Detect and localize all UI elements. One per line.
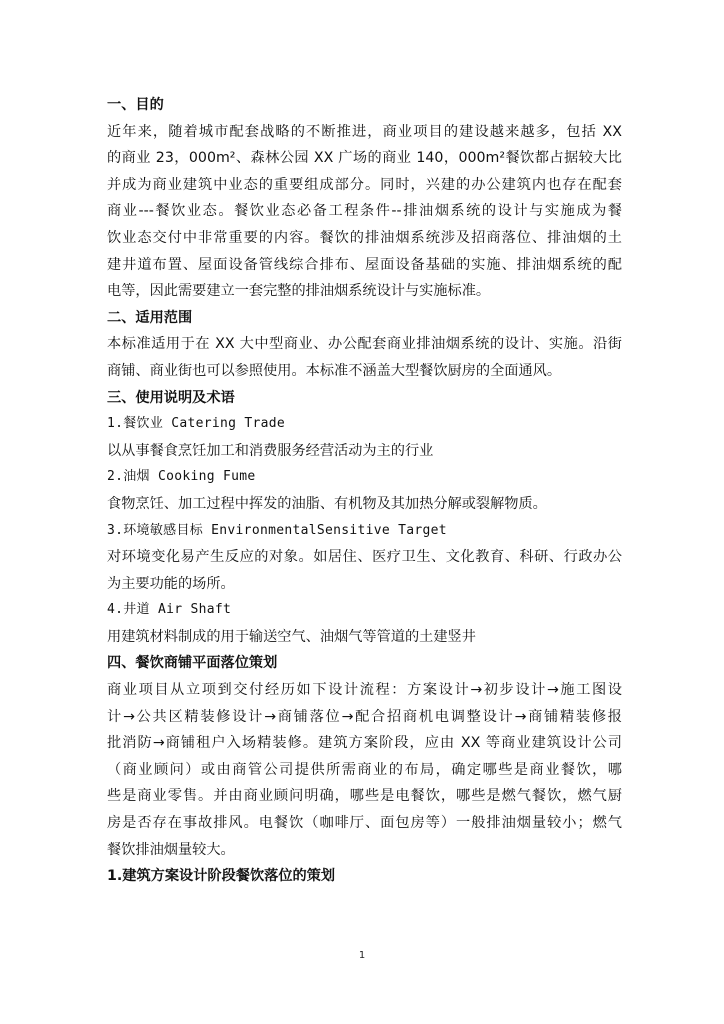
term-definition-air-shaft: 用建筑材料制成的用于输送空气、油烟气等管道的土建竖井 [107, 628, 476, 645]
section-heading-layout-planning: 四、餐饮商铺平面落位策划 [107, 655, 278, 672]
term-definition-catering: 以从事餐食烹饪加工和消费服务经营活动为主的行业 [107, 442, 434, 459]
scope-line: 本标准适用于在 XX 大中型商业、办公配套商业排油烟系统的设计、实施。沿街 [107, 336, 622, 353]
layout-planning-line: （商业顾问）或由商管公司提供所需商业的布局，确定哪些是商业餐饮，哪 [107, 761, 622, 778]
purpose-line: 近年来，随着城市配套战略的不断推进，商业项目的建设越来越多，包括 XX [107, 123, 622, 140]
layout-planning-line: 房是否存在事故排风。电餐饮（咖啡厅、面包房等）一般排油烟量较小；燃气 [107, 815, 622, 832]
layout-planning-line: 批消防→商铺租户入场精装修。建筑方案阶段，应由 XX 等商业建筑设计公司 [107, 735, 622, 752]
purpose-line: 建井道布置、屋面设备管线综合排布、屋面设备基础的实施、排油烟系统的配 [107, 256, 622, 273]
layout-planning-line: 餐饮排油烟量较大。 [107, 841, 235, 858]
term-definition-sensitive-target: 为主要功能的场所。 [107, 575, 235, 592]
term-title-cooking-fume: 2.油烟 Cooking Fume [107, 469, 256, 485]
section-heading-scope: 二、适用范围 [107, 309, 193, 326]
purpose-line: 商业---餐饮业态。餐饮业态必备工程条件--排油烟系统的设计与实施成为餐 [107, 203, 622, 220]
purpose-line: 电等，因此需要建立一套完整的排油烟系统设计与实施标准。 [107, 283, 491, 300]
document-body [107, 92, 622, 890]
purpose-line: 饮业态交付中非常重要的内容。餐饮的排油烟系统涉及招商落位、排油烟的土 [107, 229, 622, 246]
subsection-heading: 1.建筑方案设计阶段餐饮落位的策划 [107, 868, 336, 885]
term-definition-cooking-fume: 食物烹饪、加工过程中挥发的油脂、有机物及其加热分解或裂解物质。 [107, 495, 547, 512]
term-title-sensitive-target: 3.环境敏感目标 EnvironmentalSensitive Target [107, 522, 447, 538]
term-title-catering: 1.餐饮业 Catering Trade [107, 416, 286, 432]
term-title-air-shaft: 4.井道 Air Shaft [107, 602, 232, 618]
layout-planning-line: 计→公共区精装修设计→商铺落位→配合招商机电调整设计→商铺精装修报 [107, 708, 622, 725]
page-number: 1 [358, 950, 366, 961]
layout-planning-line: 商业项目从立项到交付经历如下设计流程：方案设计→初步设计→施工图设 [107, 682, 622, 699]
section-heading-purpose: 一、目的 [107, 97, 164, 113]
scope-line: 商铺、商业街也可以参照使用。本标准不涵盖大型餐饮厨房的全面通风。 [107, 362, 562, 379]
term-definition-sensitive-target: 对环境变化易产生反应的对象。如居住、医疗卫生、文化教育、科研、行政办公 [107, 549, 622, 566]
layout-planning-line: 些是商业零售。并由商业顾问明确，哪些是电餐饮，哪些是燃气餐饮，燃气厨 [107, 788, 622, 805]
section-heading-terms: 三、使用说明及术语 [107, 389, 235, 406]
purpose-line: 并成为商业建筑中业态的重要组成部分。同时，兴建的办公建筑内也存在配套 [107, 176, 622, 193]
purpose-line: 的商业 23，000m²、森林公园 XX 广场的商业 140，000m²餐饮都占据较大比 [107, 150, 622, 167]
